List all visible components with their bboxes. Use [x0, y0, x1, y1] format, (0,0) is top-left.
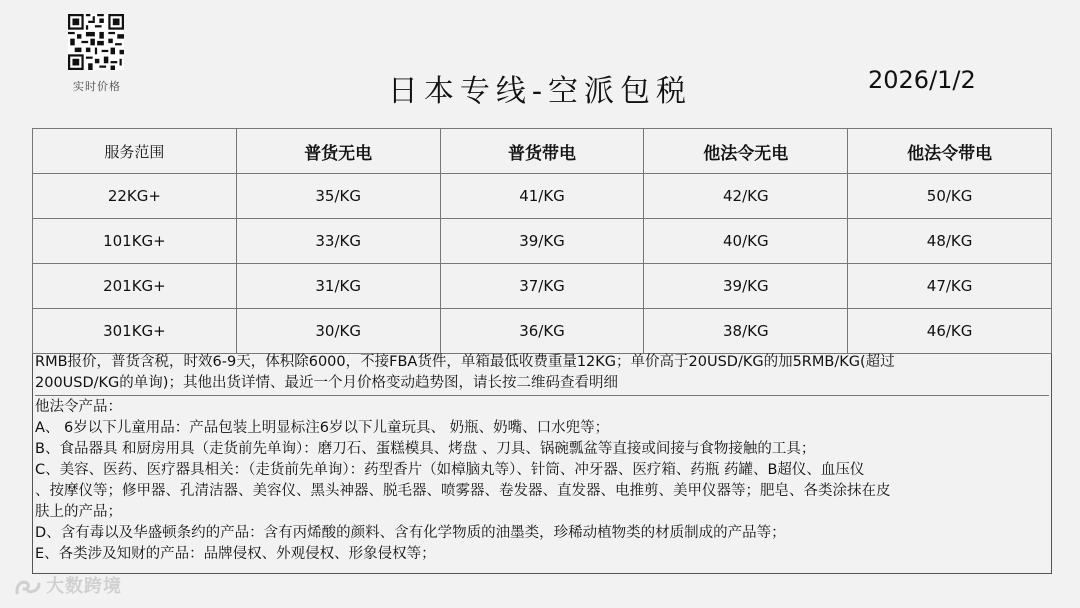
products-heading: 他法令产品：	[35, 399, 122, 415]
table-cell: 201KG+	[33, 264, 237, 309]
table-row	[33, 309, 1052, 354]
header-cell: 普货带电	[440, 129, 644, 174]
table-row	[33, 174, 1052, 219]
table-row	[33, 264, 1052, 309]
table-cell: 33/KG	[236, 219, 440, 264]
product-line: A、 6岁以下儿童用品：产品包装上明显标注6岁以下儿童玩具、 奶瓶、奶嘴、口水兜等；	[35, 420, 610, 436]
table-header-row	[33, 129, 1052, 174]
table-cell: 301KG+	[33, 309, 237, 354]
product-line: 、按摩仪等；修甲器、孔清洁器、美容仪、黑头神器、脱毛器、喷雾器、卷发器、直发器、电推剪、美甲仪器等；肥皂、各类涂抹在皮	[35, 483, 891, 499]
product-line: 肤上的产品；	[35, 504, 122, 520]
notes-section	[33, 352, 1051, 565]
product-line: D、含有毒以及华盛顿条约的产品：含有丙烯酸的颜料、含有化学物质的油墨类，珍稀动植物类的材质制成的产品等；	[35, 525, 786, 541]
rate-table	[32, 128, 1052, 354]
table-cell: 31/KG	[236, 264, 440, 309]
table-cell: 42/KG	[644, 174, 848, 219]
table-cell: 37/KG	[440, 264, 644, 309]
table-cell: 41/KG	[440, 174, 644, 219]
watermark	[14, 572, 122, 598]
header-cell: 他法令带电	[848, 129, 1052, 174]
table-cell: 38/KG	[644, 309, 848, 354]
table-cell: 40/KG	[644, 219, 848, 264]
table-cell: 46/KG	[848, 309, 1052, 354]
pricing-notes	[35, 352, 1049, 396]
table-cell: 47/KG	[848, 264, 1052, 309]
header-cell: 他法令无电	[644, 129, 848, 174]
table-row	[33, 219, 1052, 264]
product-line: B、食品器具 和厨房用具（走货前先单询）：磨刀石、蛋糕模具、烤盘 、刀具、锅碗瓢盆等直接或间接与食物接触的工具；	[35, 441, 816, 457]
restricted-products	[35, 396, 1049, 565]
watermark-text: 大数跨境	[46, 576, 122, 597]
table-cell: 30/KG	[236, 309, 440, 354]
table-cell: 39/KG	[644, 264, 848, 309]
table-cell: 22KG+	[33, 174, 237, 219]
note-line: RMB报价，普货含税，时效6-9天，体积除6000，不接FBA货件，单箱最低收费重量12KG；单价高于20USD/KG的加5RMB/KG(超过	[35, 354, 895, 370]
product-line: E、各类涉及知财的产品：品牌侵权、外观侵权、形象侵权等；	[35, 546, 436, 562]
table-cell: 101KG+	[33, 219, 237, 264]
table-cell: 48/KG	[848, 219, 1052, 264]
table-cell: 39/KG	[440, 219, 644, 264]
qr-label: 实时价格	[73, 80, 121, 93]
header-cell: 普货无电	[236, 129, 440, 174]
page-date: 2026/1/2	[868, 66, 976, 94]
watermark-logo-icon	[14, 577, 42, 597]
content-frame	[32, 128, 1052, 574]
qr-code-image	[68, 14, 124, 70]
table-cell: 35/KG	[236, 174, 440, 219]
header-cell: 服务范围	[33, 129, 237, 174]
product-line: C、美容、医药、医疗器具相关：（走货前先单询）：药型香片（如樟脑丸等）、针筒、冲牙器、医疗箱、药瓶 药罐、B超仪、血压仪	[35, 462, 865, 478]
note-line: 200USD/KG的单询)；其他出货详情、最近一个月价格变动趋势图，请长按二维码查看明细	[35, 375, 618, 391]
table-cell: 36/KG	[440, 309, 644, 354]
table-cell: 50/KG	[848, 174, 1052, 219]
page-title: 日本专线-空派包税	[387, 74, 693, 109]
